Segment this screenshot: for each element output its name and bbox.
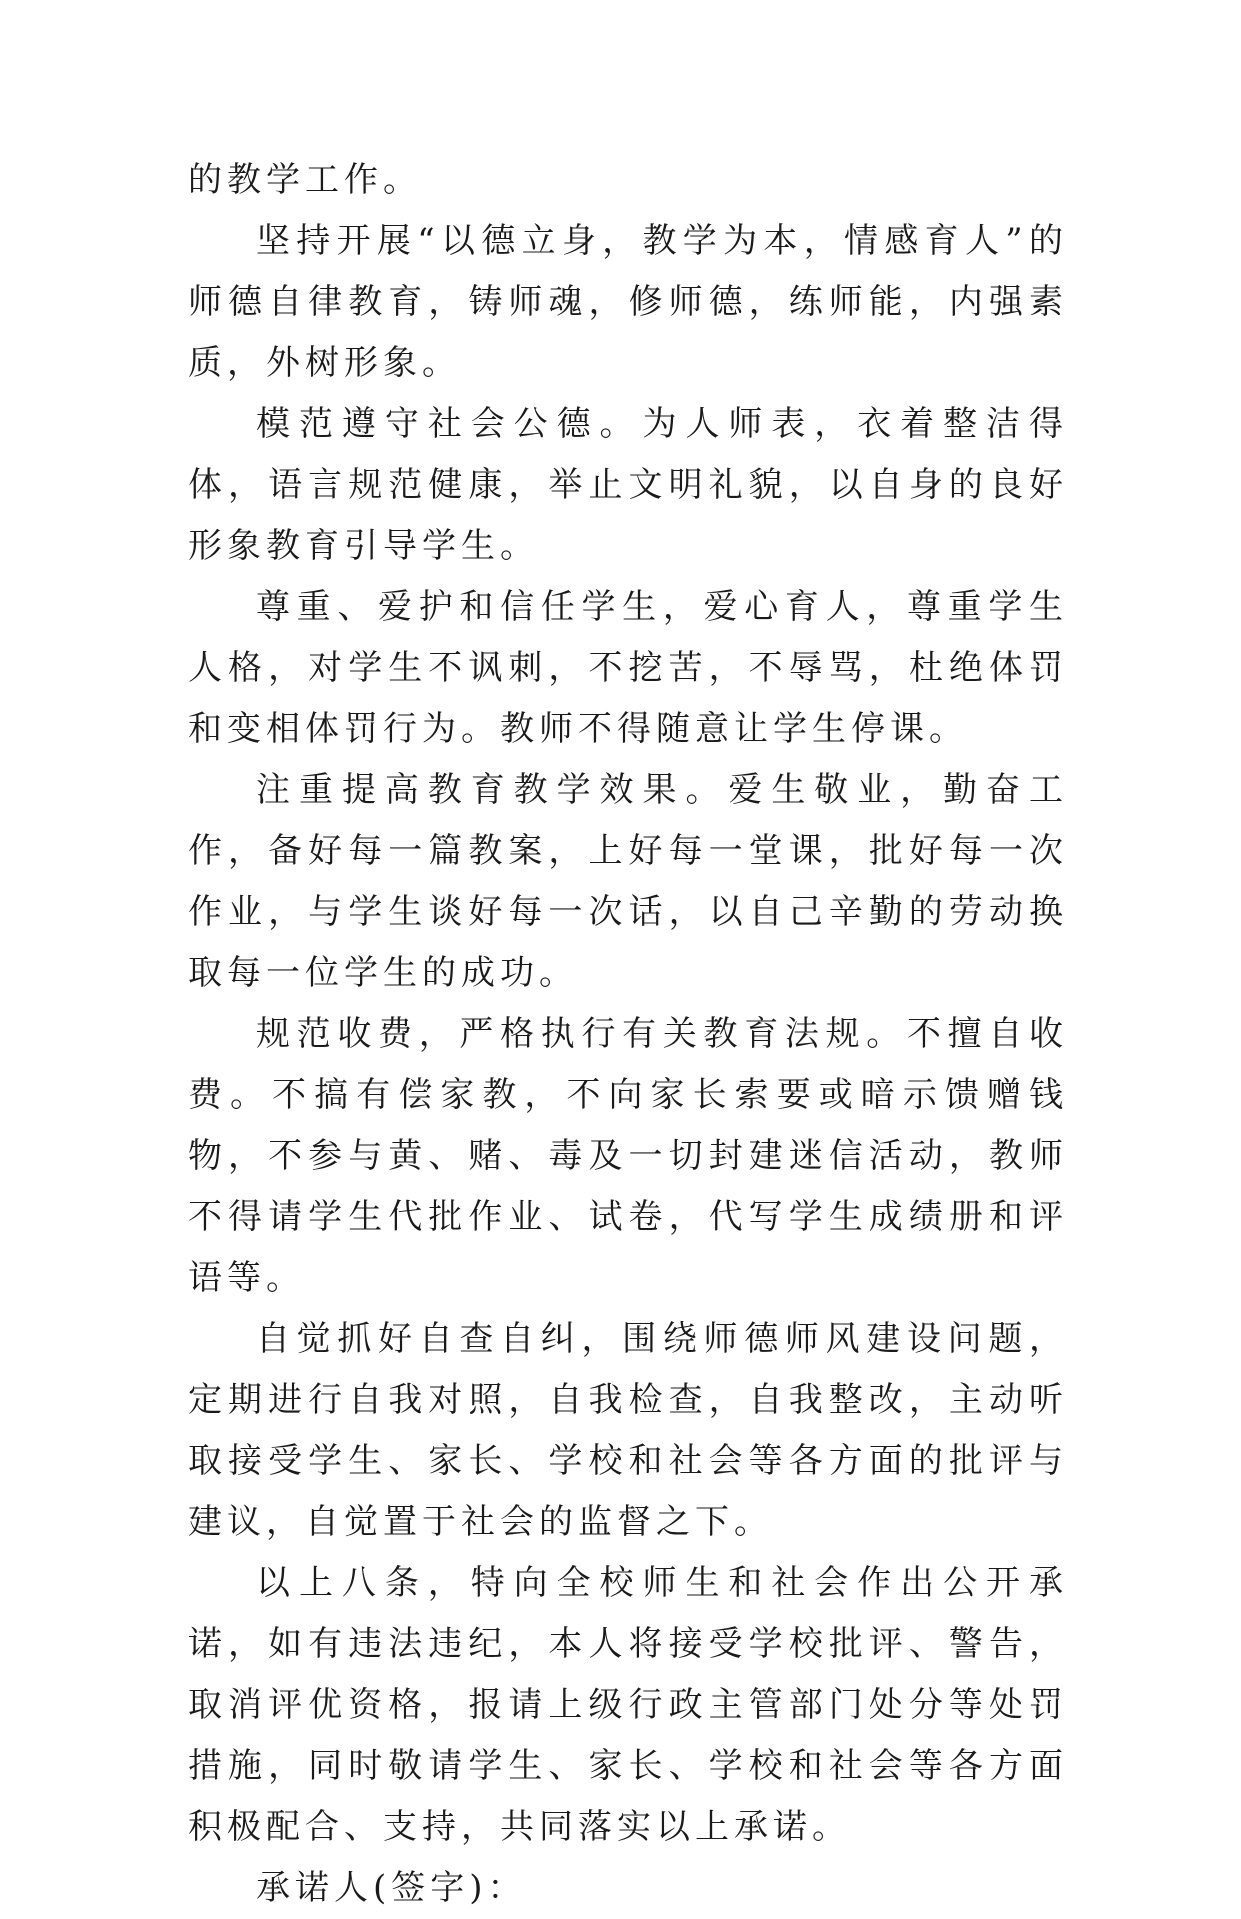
paragraph-commitment: 以上八条，特向全校师生和社会作出公开承诺，如有违法违纪，本人将接受学校批评、警告，取消评优资格，报请上级行政主管部门处分等处罚措施，同时敬请学生、家长、学校和社会等各方面积极配合、支持，共同落实以上承诺。 xyxy=(188,1563,1068,1847)
signature-line: 承诺人(签字)： xyxy=(256,1868,527,1908)
paragraph-self-inspection: 自觉抓好自查自纠，围绕师德师风建设问题，定期进行自我对照，自我检查，自我整改，主动听取接受学生、家长、学校和社会等各方面的批评与建议，自觉置于社会的监督之下。 xyxy=(188,1319,1068,1542)
paragraph-continuation: 的教学工作。 xyxy=(188,160,422,200)
document-page xyxy=(188,150,1068,1919)
paragraph-teaching-quality: 注重提高教育教学效果。爱生敬业，勤奋工作，备好每一篇教案，上好每一堂课，批好每一次作业，与学生谈好每一次话，以自己辛勤的劳动换取每一位学生的成功。 xyxy=(188,770,1068,993)
paragraph-public-morality: 模范遵守社会公德。为人师表，衣着整洁得体，语言规范健康，举止文明礼貌，以自身的良好形象教育引导学生。 xyxy=(188,404,1068,566)
paragraph-respect-students: 尊重、爱护和信任学生，爱心育人，尊重学生人格，对学生不讽刺，不挖苦，不辱骂，杜绝体罚和变相体罚行为。教师不得随意让学生停课。 xyxy=(188,587,1068,749)
paragraph-self-discipline: 坚持开展“以德立身，教学为本，情感育人”的师德自律教育，铸师魂，修师德，练师能，内强素质，外树形象。 xyxy=(188,221,1068,383)
paragraph-fees: 规范收费，严格执行有关教育法规。不擅自收费。不搞有偿家教，不向家长索要或暗示馈赠钱物，不参与黄、赌、毒及一切封建迷信活动，教师不得请学生代批作业、试卷，代写学生成绩册和评语等。 xyxy=(188,1014,1068,1298)
